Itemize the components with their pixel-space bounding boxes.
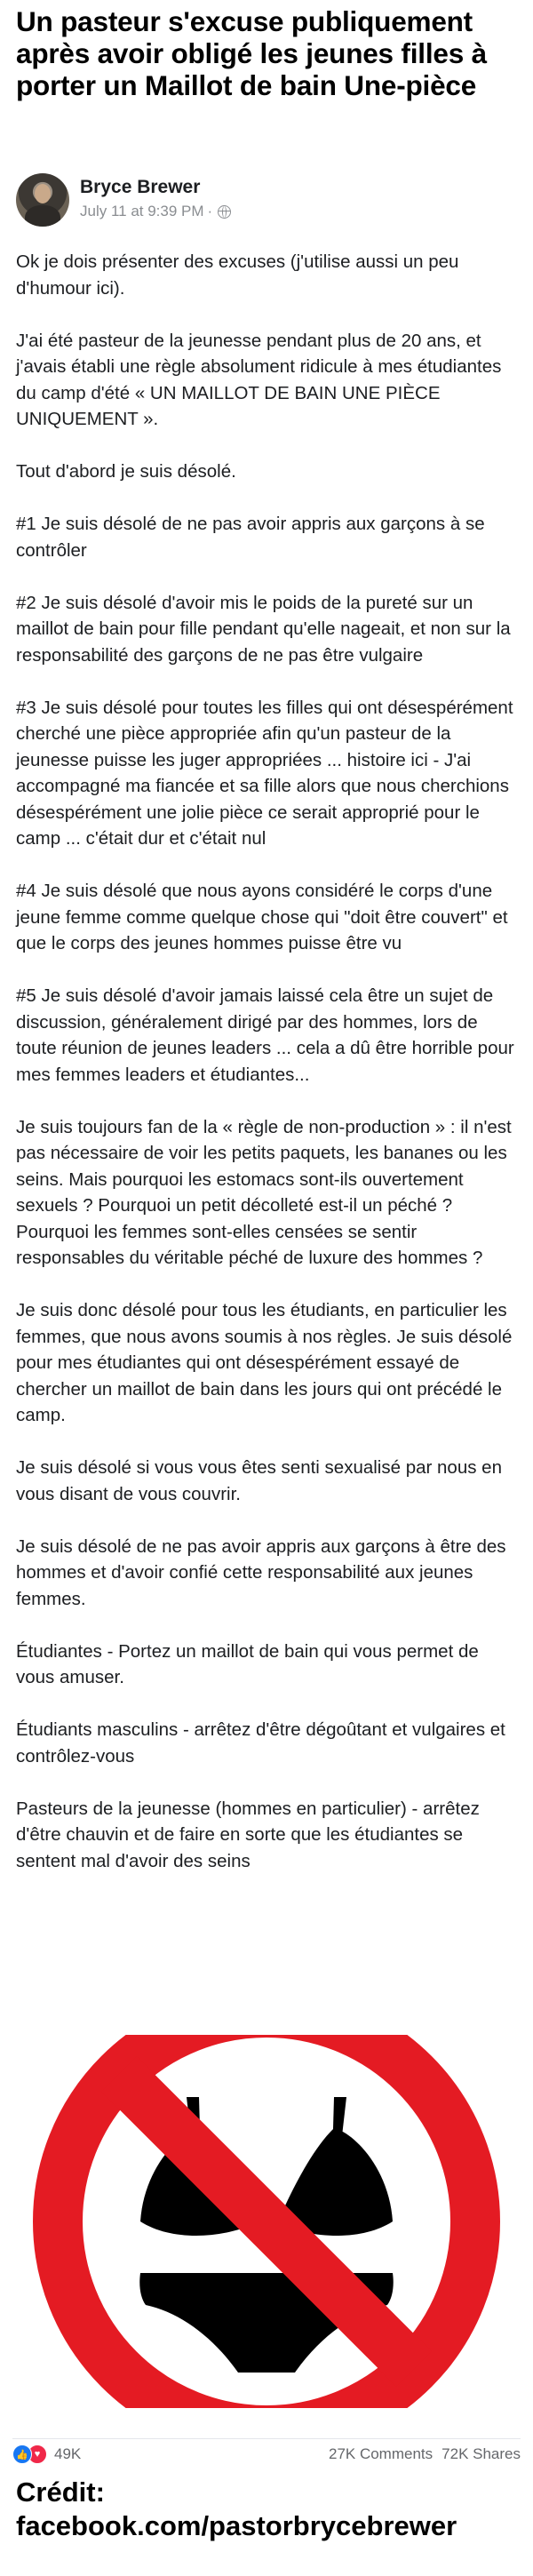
credit-url[interactable]: facebook.com/pastorbrycebrewer	[16, 2510, 457, 2541]
post-paragraph: #5 Je suis désolé d'avoir jamais laissé cela être un sujet de discussion, généralement dirigé par des hommes, lors de toute réunion de jeunes leaders ... cela a dû être horrible pour mes femmes leaders et étudiantes...	[16, 985, 514, 1085]
post-paragraph: Étudiants masculins - arrêtez d'être dégoûtant et vulgaires et contrôlez-vous	[16, 1719, 505, 1767]
comments-count[interactable]: 27K Comments	[328, 2445, 434, 2462]
no-bikini-icon	[11, 2035, 522, 2408]
post-paragraph: Je suis désolé de ne pas avoir appris aux garçons à être des hommes et d'avoir confié cette responsabilité aux jeunes femmes.	[16, 1535, 506, 1609]
shares-count[interactable]: 72K Shares	[442, 2445, 521, 2462]
reactions-bar	[12, 2438, 521, 2469]
love-icon[interactable]: ♥	[28, 2444, 47, 2464]
post-paragraph: Je suis désolé si vous vous êtes senti sexualisé par nous en vous disant de vous couvrir.	[16, 1457, 502, 1504]
post-paragraph: J'ai été pasteur de la jeunesse pendant plus de 20 ans, et j'avais établi une règle absolument ridicule à mes étudiantes du camp d'été « UN MAILLOT DE BAIN UNE PIÈCE UNIQUEMENT ».	[16, 330, 502, 429]
post-paragraph: Je suis donc désolé pour tous les étudiants, en particulier les femmes, que nous avons soumis à nos règles. Je suis désolé pour mes étudiantes qui ont désespérément essayé de chercher un maillot de bain dans les jours qui ont précédé le camp.	[16, 1300, 513, 1425]
avatar[interactable]	[16, 173, 69, 227]
post-paragraph: #3 Je suis désolé pour toutes les filles qui ont désespérément cherché une pièce appropriée afin qu'un pasteur de la jeunesse puisse les juger appropriées ... histoire ici - J'ai accompagné ma fiancée et sa fille alors que nous cherchions désespérément une jolie pièce ce serait approprié pour le camp ... c'était dur et c'était nul	[16, 697, 513, 849]
credit-label: Crédit:	[16, 2476, 105, 2508]
globe-icon[interactable]	[218, 205, 231, 219]
post-paragraph: #2 Je suis désolé d'avoir mis le poids de la pureté sur un maillot de bain pour fille pendant qu'elle nageait, et non sur la responsabilité des garçons de ne pas être vulgaire	[16, 592, 511, 666]
post-date[interactable]: July 11 at 9:39 PM	[80, 203, 204, 219]
post-paragraph: #4 Je suis désolé que nous ayons considéré le corps d'une jeune femme comme quelque chose qui "doit être couvert" et que le corps des jeunes hommes puisse être vu	[16, 881, 508, 953]
post-paragraph: #1 Je suis désolé de ne pas avoir appris aux garçons à se contrôler	[16, 514, 485, 561]
post-paragraph: Pasteurs de la jeunesse (hommes en particulier) - arrêtez d'être chauvin et de faire en sorte que les étudiantes se sentent mal d'avoir des seins	[16, 1798, 480, 1871]
headline: Un pasteur s'excuse publiquement après avoir obligé les jeunes filles à porter un Maillot de bain Une-pièce	[16, 5, 487, 101]
post-paragraph: Ok je dois présenter des excuses (j'utilise aussi un peu d'humour ici).	[16, 251, 459, 299]
reaction-count[interactable]: 49K	[54, 2445, 82, 2462]
post-meta	[80, 203, 231, 220]
credit	[16, 2476, 522, 2543]
post-paragraph: Je suis toujours fan de la « règle de non-production » : il n'est pas nécessaire de voir les petits paquets, les bananes ou les seins. Mais pourquoi les estomacs sont-ils ouvertement sexuels ? Pourquoi un petit décolleté est-il un péché ? Pourquoi les femmes sont-elles censées se sentir responsables du véritable péché de luxure des hommes ?	[16, 1116, 512, 1268]
post-body	[16, 249, 519, 1874]
author-name[interactable]: Bryce Brewer	[80, 177, 201, 197]
post-header	[16, 173, 513, 235]
post-paragraph: Étudiantes - Portez un maillot de bain qui vous permet de vous amuser.	[16, 1640, 479, 1687]
meta-separator: ·	[207, 203, 213, 219]
like-icon[interactable]: 👍	[12, 2444, 32, 2464]
post-paragraph: Tout d'abord je suis désolé.	[16, 461, 236, 482]
